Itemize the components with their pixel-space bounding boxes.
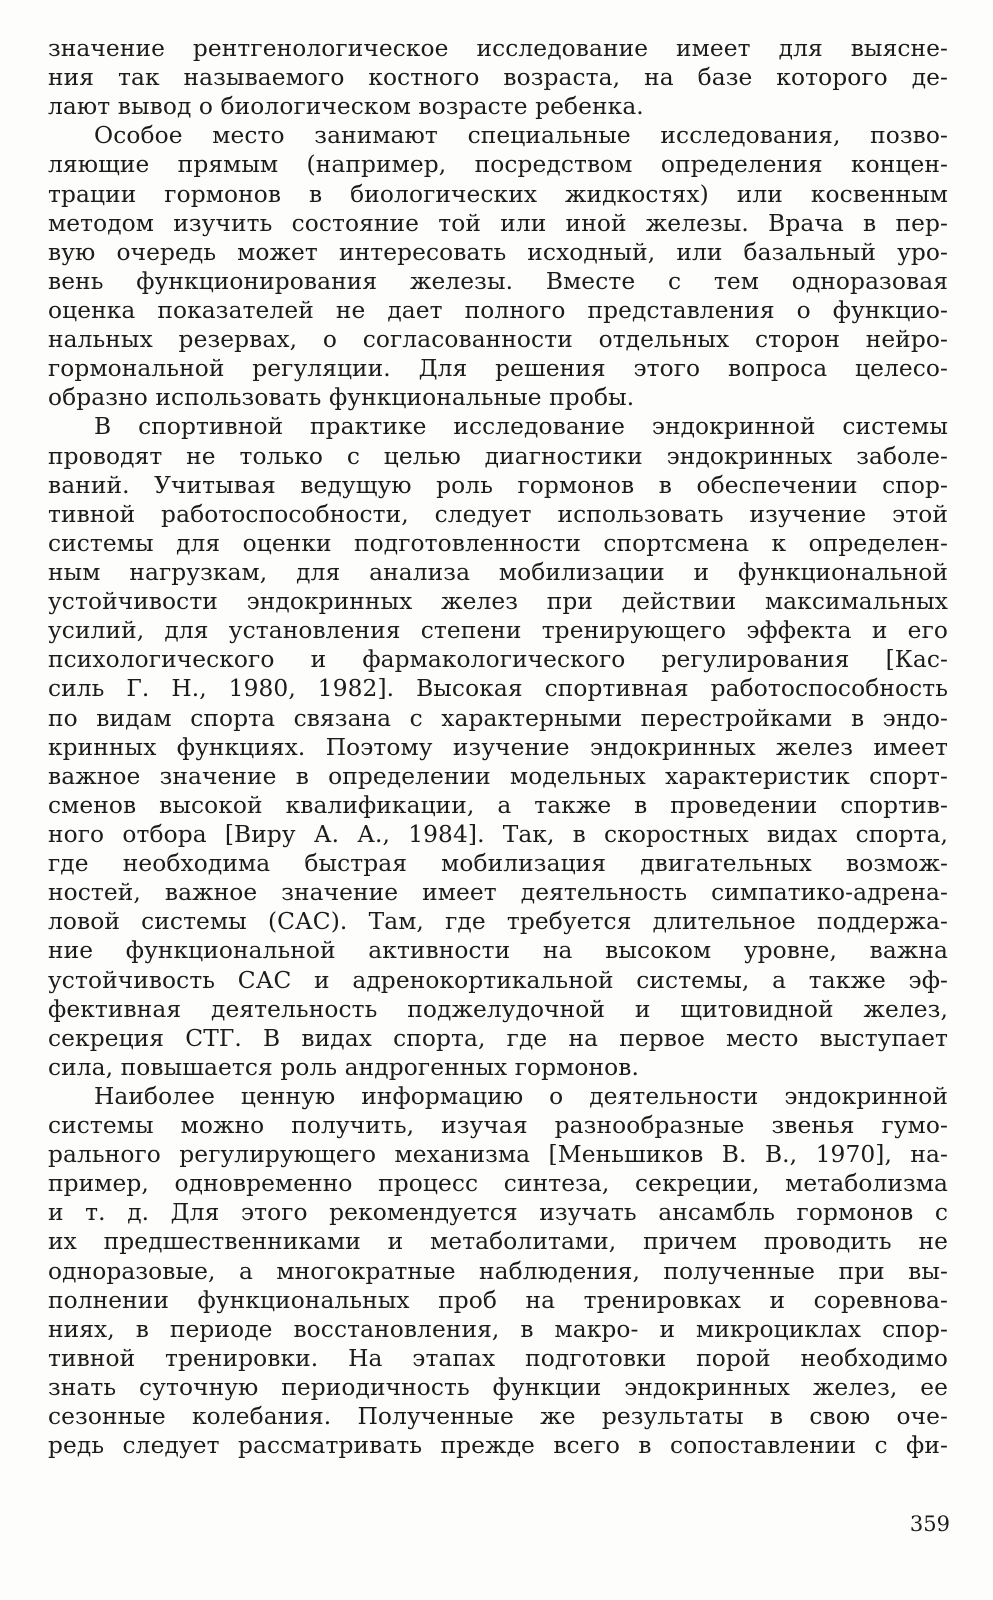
text-line: полнении функциональных проб на тренировках и соревнова- (48, 1286, 948, 1314)
text-line: гормональной регуляции. Для решения этого вопроса целесо- (48, 355, 948, 383)
text-line: сезонные колебания. Полученные же результаты в свою оче- (48, 1403, 948, 1431)
text-line: ловой системы (САС). Там, где требуется длительное поддержа- (48, 908, 948, 936)
body-text (48, 34, 948, 1460)
paragraph-first-line: Особое место занимают специальные исследования, позво- (94, 122, 948, 150)
text-line: ние функциональной активности на высоком уровне, важна (48, 937, 948, 965)
text-line: кринных функциях. Поэтому изучение эндокринных желез имеет (48, 733, 948, 761)
text-line: рального регулирующего механизма [Меньшиков В. В., 1970], на- (48, 1141, 948, 1169)
text-line: сменов высокой квалификации, а также в проведении спортив- (48, 791, 948, 819)
text-line: тивной тренировки. На этапах подготовки порой необходимо (48, 1344, 948, 1372)
text-line: сила, повышается роль андрогенных гормонов. (48, 1053, 639, 1081)
text-line: важное значение в определении модельных характеристик спорт- (48, 762, 948, 790)
text-line: проводят не только с целью диагностики эндокринных заболе- (48, 442, 948, 470)
text-line: пример, одновременно процесс синтеза, секреции, метаболизма (48, 1170, 948, 1198)
text-line: ния так называемого костного возраста, на базе которого де- (48, 64, 948, 92)
text-line: ностей, важное значение имеет деятельность симпатико-адрена- (48, 879, 948, 907)
text-line: методом изучить состояние той или иной железы. Врача в пер- (48, 209, 948, 237)
text-line: вень функционирования железы. Вместе с тем одноразовая (48, 267, 948, 295)
text-line: психологического и фармакологического регулирования [Кас- (48, 646, 948, 674)
text-line: устойчивость САС и адренокортикальной системы, а также эф- (48, 966, 948, 994)
text-line: редь следует рассматривать прежде всего в сопоставлении с фи- (48, 1432, 948, 1460)
paragraph-first-line: Наиболее ценную информацию о деятельности эндокринной (94, 1082, 948, 1110)
page-number: 359 (909, 1512, 950, 1536)
text-line: вую очередь может интересовать исходный, или базальный уро- (48, 238, 948, 266)
text-line: одноразовые, а многократные наблюдения, полученные при вы- (48, 1257, 948, 1285)
text-line: трации гормонов в биологических жидкостях) или косвенным (48, 180, 948, 208)
text-line: и т. д. Для этого рекомендуется изучать ансамбль гормонов с (48, 1199, 948, 1227)
text-line: по видам спорта связана с характерными перестройками в эндо- (48, 704, 948, 732)
text-line: системы для оценки подготовленности спортсмена к определен- (48, 529, 948, 557)
text-line: ного отбора [Виру А. А., 1984]. Так, в скоростных видах спорта, (48, 820, 948, 848)
text-line: секреция СТГ. В видах спорта, где на первое место выступает (48, 1024, 948, 1052)
text-line: значение рентгенологическое исследование имеет для выясне- (48, 35, 948, 62)
text-line: ниях, в периоде восстановления, в макро- и микроциклах спор- (48, 1315, 948, 1343)
paragraph-first-line: В спортивной практике исследование эндокринной системы (94, 413, 948, 441)
text-line: их предшественниками и метаболитами, причем проводить не (48, 1228, 948, 1256)
text-line: усилий, для установления степени тренирующего эффекта и его (48, 617, 948, 645)
text-line: системы можно получить, изучая разнообразные звенья гумо- (48, 1112, 948, 1140)
text-line: ляющие прямым (например, посредством определения концен- (48, 151, 948, 179)
text-line: фективная деятельность поджелудочной и щитовидной желез, (48, 995, 948, 1023)
text-line: ным нагрузкам, для анализа мобилизации и функциональной (48, 558, 948, 586)
text-line: лают вывод о биологическом возрасте ребенка. (48, 93, 644, 121)
text-line: силь Г. Н., 1980, 1982]. Высокая спортивная работоспособность (48, 675, 948, 703)
text-line: образно использовать функциональные пробы. (48, 384, 635, 412)
text-line: знать суточную периодичность функции эндокринных желез, ее (48, 1374, 948, 1402)
text-line: устойчивости эндокринных желез при действии максимальных (48, 588, 948, 616)
text-line: тивной работоспособности, следует использовать изучение этой (48, 500, 948, 528)
text-line: нальных резервах, о согласованности отдельных сторон нейро- (48, 326, 948, 354)
text-line: где необходима быстрая мобилизация двигательных возмож- (48, 850, 948, 878)
text-line: ваний. Учитывая ведущую роль гормонов в обеспечении спор- (48, 471, 948, 499)
text-line: оценка показателей не дает полного представления о функцио- (48, 296, 948, 324)
